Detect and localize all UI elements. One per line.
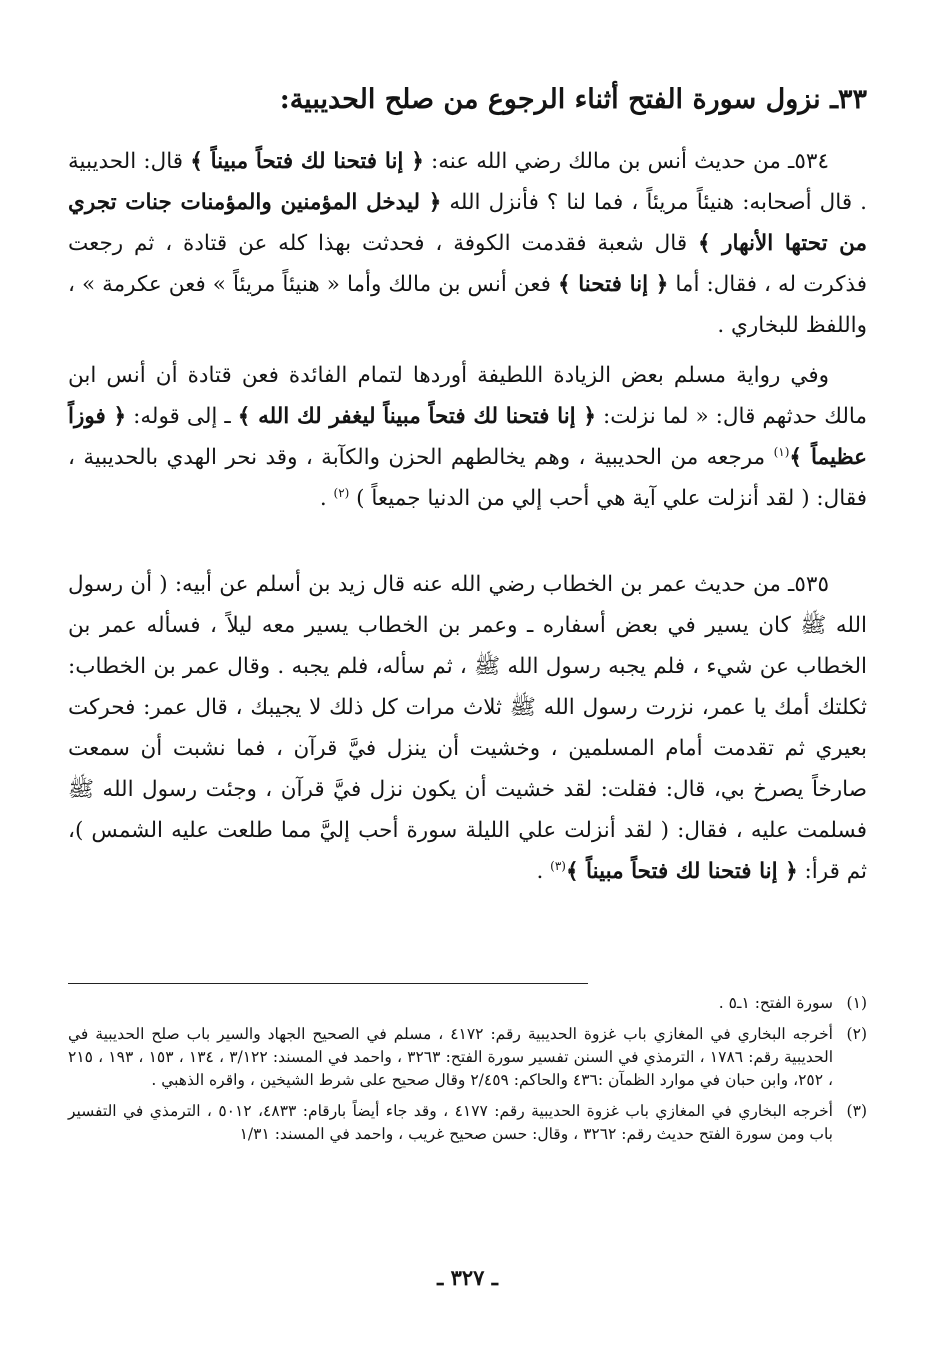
hadith-534-text: قال: الحديبية . قال أصحابه: هنيئاً مريئاً ، فما لنا ؟ فأنزل الله bbox=[68, 149, 867, 215]
narration-text: . bbox=[319, 486, 334, 511]
book-page bbox=[68, 0, 867, 1355]
quran-quote: ﴿ إنا فتحنا لك فتحاً مبيناً ليغفر لك الله ﴾ bbox=[237, 404, 596, 429]
footnote-ref: (٢) bbox=[333, 485, 350, 500]
narration-text: مرجعه من الحديبية ، وهم يخالطهم الحزن والكآبة ، وقد نحر الهدي بالحديبية ، فقال: ( لقد أنزلت علي آية هي أحب إلي من الدنيا جميعاً ) bbox=[68, 445, 867, 511]
footnote-text: أخرجه البخاري في المغازي باب غزوة الحديبية رقم: ٤١٧٧ ، وقد جاء أيضاً بارقام: ٤٨٣٣، ٥٠١٢ ، الترمذي في التفسير باب ومن سورة الفتح حديث رقم: ٣٢٦٢ ، وقال: حسن صحيح غريب ، واحمد في المسند: ١/٣١ bbox=[68, 1102, 833, 1143]
hadith-535-paragraph bbox=[68, 564, 867, 892]
hadith-534-block bbox=[68, 141, 867, 346]
muslim-narration-paragraph bbox=[68, 355, 867, 519]
hadith-534-text: ٥٣٤ـ من حديث أنس بن مالك رضي الله عنه: bbox=[423, 149, 829, 174]
quran-quote: ﴿ ليدخل المؤمنين والمؤمنات جنات تجري من تحتها الأنهار ﴾ bbox=[68, 190, 868, 256]
footnotes bbox=[68, 992, 867, 1154]
footnote-number: (١) bbox=[846, 994, 867, 1012]
hadith-534-paragraph bbox=[68, 141, 867, 346]
quran-quote: ﴿ إنا فتحنا لك فتحاً مبيناً ﴾ bbox=[565, 859, 798, 884]
hadith-535-block bbox=[68, 564, 867, 892]
footnote-divider bbox=[68, 983, 588, 984]
hadith-535-text: . bbox=[536, 859, 551, 884]
hadith-534-text: فعن أنس بن مالك وأما « هنيئاً مريئاً » فعن عكرمة » ، واللفظ للبخاري . bbox=[68, 272, 867, 338]
footnote-item bbox=[68, 992, 867, 1015]
quran-quote: ﴿ إنا فتحنا لك فتحاً مبيناً ﴾ bbox=[190, 149, 424, 174]
hadith-534-text: قال شعبة فقدمت الكوفة ، فحدثت بهذا كله عن قتادة ، ثم رجعت فذكرت له ، فقال: أما bbox=[68, 231, 867, 297]
chapter-heading: ٣٣ـ نزول سورة الفتح أثناء الرجوع من صلح الحديبية: bbox=[279, 84, 867, 115]
quran-quote: ﴿ إنا فتحنا ﴾ bbox=[557, 272, 669, 297]
footnote-ref: (١) bbox=[773, 444, 790, 459]
footnote-number: (٣) bbox=[846, 1102, 867, 1120]
footnote-number: (٢) bbox=[846, 1025, 867, 1043]
page-number: ـ ٣٢٧ ـ bbox=[437, 1265, 498, 1290]
narration-text: ـ إلى قوله: bbox=[126, 404, 238, 429]
muslim-narration-block bbox=[68, 355, 867, 519]
footnote-text: سورة الفتح: ١ـ٥ . bbox=[718, 994, 833, 1012]
footnote-ref: (٣) bbox=[550, 858, 566, 873]
footnote-text: أخرجه البخاري في المغازي باب غزوة الحديبية رقم: ٤١٧٢ ، مسلم في الصحيح الجهاد والسير باب صلح الحديبية في الحديبية رقم: ١٧٨٦ ، الترمذي في السنن تفسير سورة الفتح: ٣٢٦٣ ، واحمد في المسند: ٣/١٢٢ ، ١٣٤ ، ١٥٣ ، ١٩٣ ، ٢١٥ ، ٢٥٢، وابن حبان في موارد الظمآن :٤٣٦ والحاكم: ٢/٤٥٩ وقال صحيح على شرط الشيخين ، واقره الذهبي . bbox=[68, 1025, 833, 1089]
narration-text: وفي رواية مسلم بعض الزيادة اللطيفة أوردها لتمام الفائدة فعن قتادة أن أنس ابن مالك حدثهم قال: « لما نزلت: bbox=[68, 363, 867, 429]
footnote-item bbox=[68, 1100, 867, 1146]
hadith-535-text: ٥٣٥ـ من حديث عمر بن الخطاب رضي الله عنه قال زيد بن أسلم عن أبيه: ( أن رسول الله ﷺ كان يسير في بعض أسفاره ـ وعمر بن الخطاب يسير معه ليلاً ، فسأله عمر بن الخطاب عن شيء ، فلم يجبه رسول الله ﷺ ، ثم سأله، فلم يجبه . وقال عمر بن الخطاب: ثكلتك أمك يا عمر، نزرت رسول الله ﷺ ثلاث مرات كل ذلك لا يجيبك ، قال عمر: فحركت بعيري ثم تقدمت أمام المسلمين ، وخشيت أن ينزل فيَّ قرآن ، فما نشبت أن سمعت صارخاً يصرخ بي، قال: فقلت: لقد خشيت أن يكون نزل فيَّ قرآن ، وجئت رسول الله ﷺ فسلمت عليه ، فقال: ( لقد أنزلت علي الليلة سورة أحب إليَّ مما طلعت عليه الشمس )، ثم قرأ: bbox=[68, 572, 867, 884]
quran-quote: ﴿ فوزاً عظيماً ﴾ bbox=[68, 404, 867, 470]
footnote-item bbox=[68, 1023, 867, 1092]
